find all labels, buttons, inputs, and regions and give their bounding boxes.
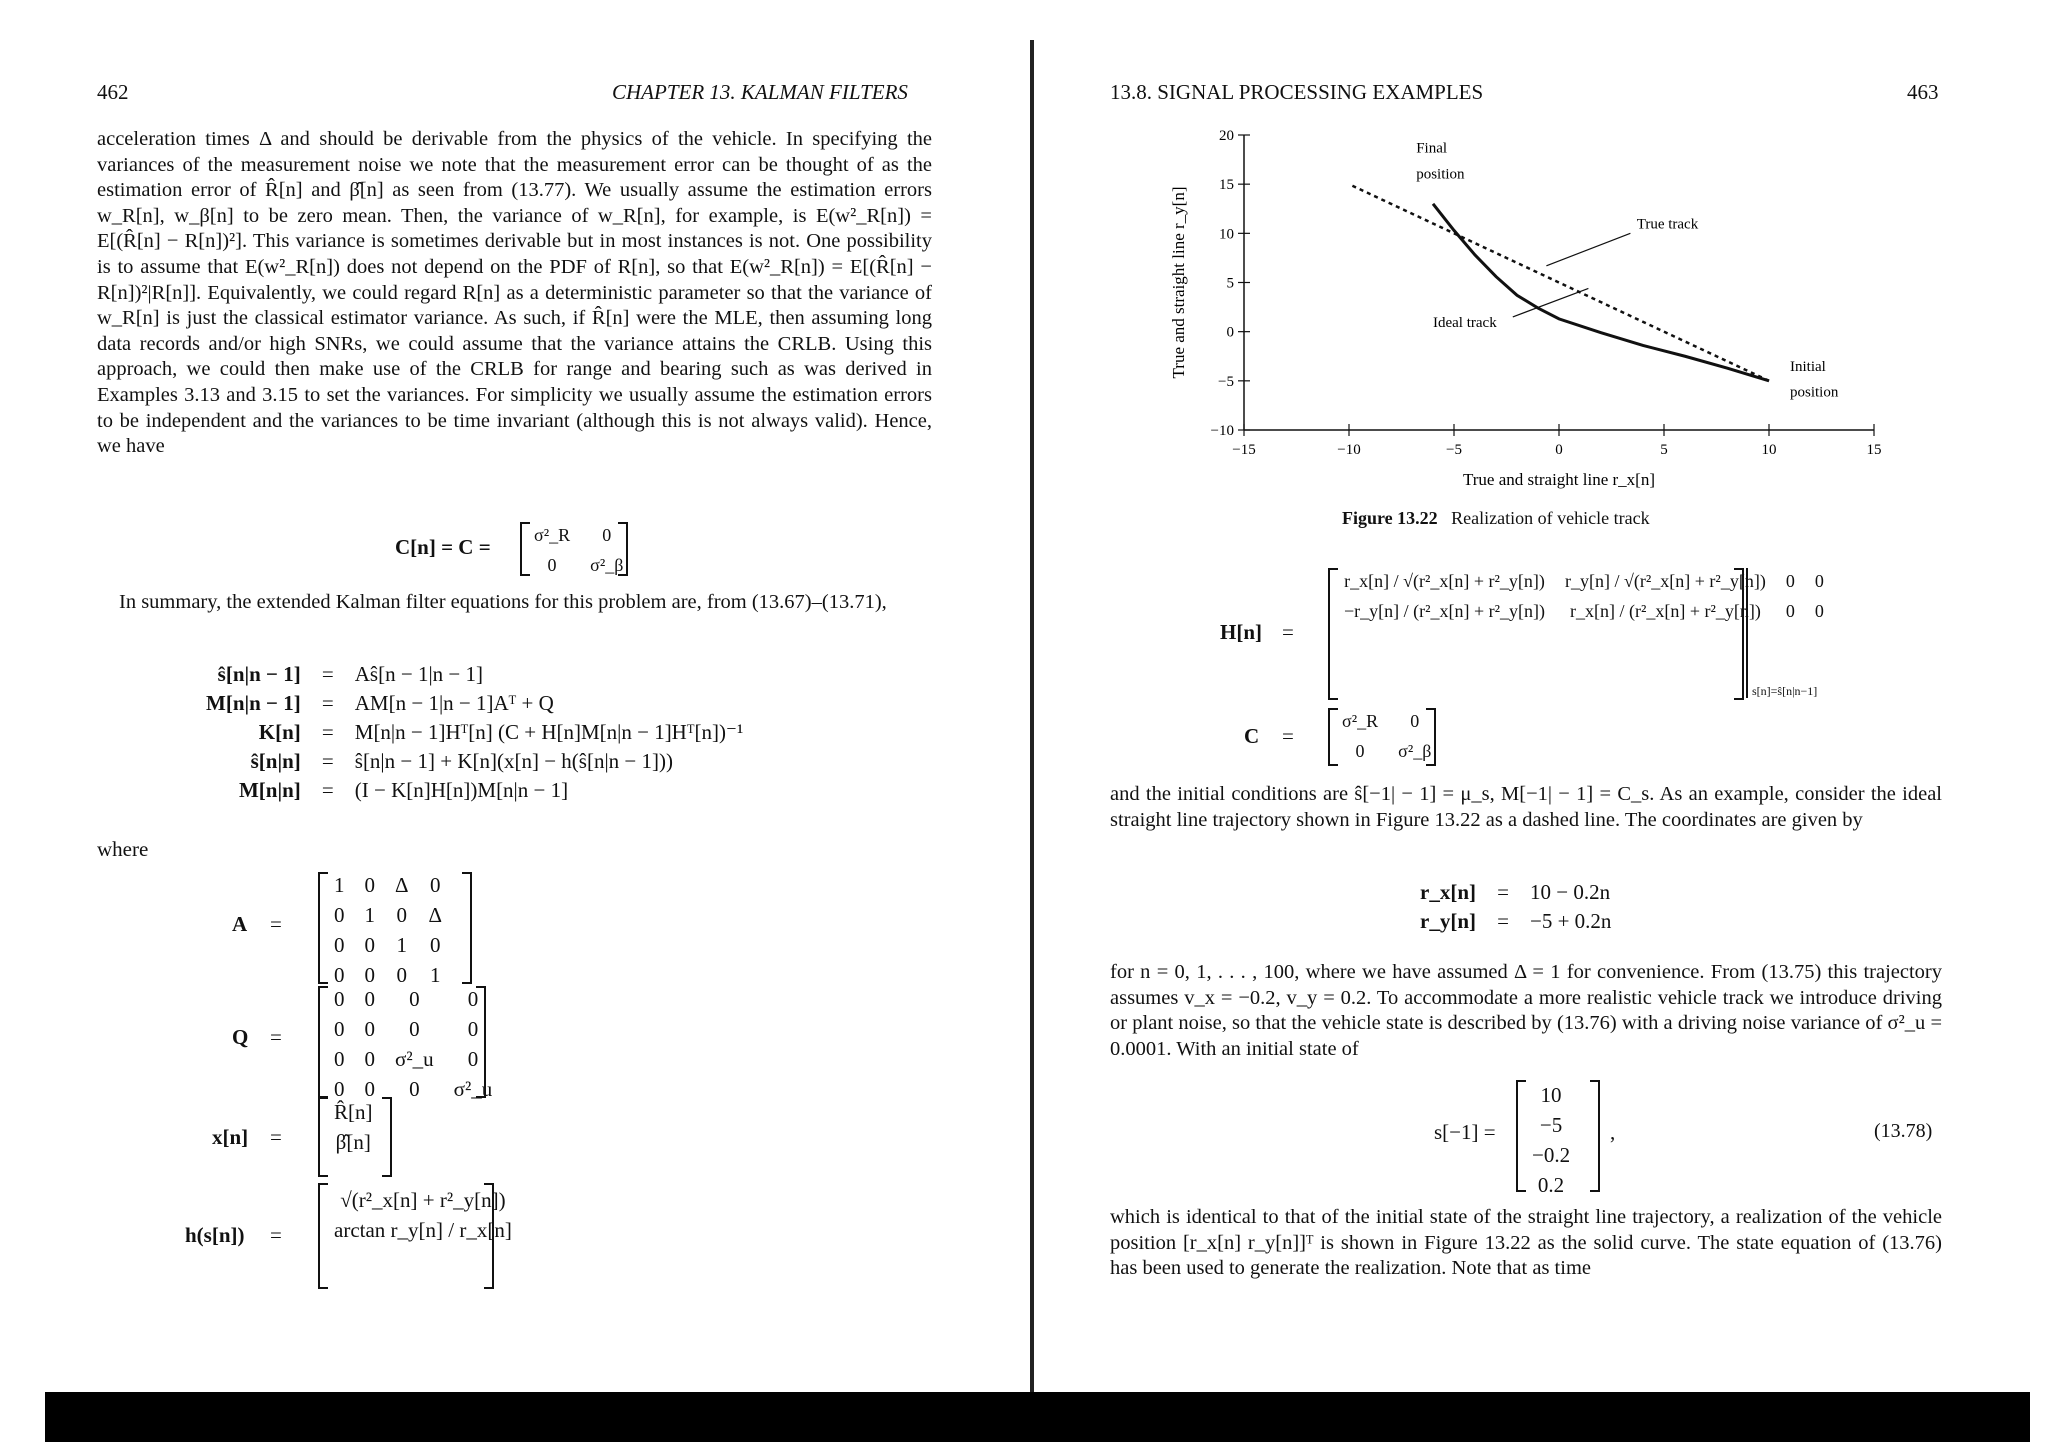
initial-state-cell: −0.2 <box>1532 1142 1571 1167</box>
coord-equation-row <box>1414 907 1617 936</box>
ekf-equation-lhs: ŝ[n|n] <box>250 749 301 773</box>
initial-state-lhs: s[−1] = <box>1434 1120 1496 1144</box>
A-matrix-cell: 0 <box>334 962 345 987</box>
Q-matrix-cell: 0 <box>409 1076 420 1101</box>
A-matrix-cell: 0 <box>364 962 375 987</box>
Q-equals: = <box>270 1025 282 1049</box>
H-matrix <box>1334 566 1834 626</box>
ekf-equation-lhs: M[n|n] <box>238 778 301 802</box>
h-equals: = <box>270 1223 282 1247</box>
coord-equation-rhs: −5 + 0.2n <box>1530 909 1612 933</box>
ekf-equation-lhs: K[n] <box>258 720 301 744</box>
H-matrix-cell: r_x[n] / (r²_x[n] + r²_y[n]) <box>1569 600 1761 621</box>
A-matrix-cell: 0 <box>396 962 407 987</box>
figure-caption <box>1342 508 1650 529</box>
coord-equation-lhs: r_x[n] <box>1420 880 1476 904</box>
ekf-equation-rhs: Aŝ[n − 1|n − 1] <box>354 662 483 686</box>
ekf-equation-lhs: ŝ[n|n − 1] <box>217 662 301 686</box>
annotation-initial-position: Initial <box>1790 359 1826 375</box>
annotation-ideal-track: Ideal track <box>1433 314 1497 331</box>
Q-matrix-cell: 0 <box>334 1016 345 1041</box>
left-page-number: 462 <box>97 80 129 104</box>
y-tick-label: −10 <box>1210 423 1234 439</box>
right-paragraph-1: and the initial conditions are ŝ[−1| − 1] = μ_s, M[−1| − 1] = C_s. As an example, consider the ideal straight line trajectory shown in Figure 13.22 as a dashed line. The coordinates are given by <box>1110 783 1942 831</box>
x-axis-label: True and straight line r_x[n] <box>1462 470 1656 489</box>
coord-equation-row <box>1414 878 1617 907</box>
C-matrix <box>1332 706 1441 766</box>
left-paragraph-2: In summary, the extended Kalman filter equations for this problem are, from (13.67)–(13.71), <box>119 591 887 613</box>
C-matrix-cell: 0 <box>1355 740 1365 761</box>
x-tick-label: 15 <box>1866 442 1882 458</box>
h-vector-cell: arctan r_y[n] / r_x[n] <box>334 1217 512 1242</box>
true-track-pointer <box>1546 233 1630 265</box>
equation-number: (13.78) <box>1874 1120 1933 1142</box>
coord-equation-rhs: 10 − 0.2n <box>1530 880 1611 904</box>
ekf-equation-equals: = <box>321 749 334 773</box>
annotation-initial-position: position <box>1790 384 1839 401</box>
H-matrix-cell: r_x[n] / √(r²_x[n] + r²_y[n]) <box>1344 570 1545 591</box>
H-label: H[n] <box>1220 620 1262 644</box>
coord-equation-lhs: r_y[n] <box>1420 909 1476 933</box>
y-tick-label: 5 <box>1226 275 1234 292</box>
left-paragraph-1: acceleration times Δ and should be derivable from the physics of the vehicle. In specifying the variances of the measurement noise we note that the measurement error can be thought of as the estimation error of R̂[n] and β̂[n] as seen from (13.77). We usually assume the estimation errors w_R[n], w_β[n] to be zero mean. Then, the variance of w_R[n], for example, is E(w²_R[n]) = E[(R̂[n] − R[n])²]. This variance is sometimes derivable but in most instances is not. One possibility is to assume that E(w²_R[n]) does not depend on the PDF of R[n], so that E(w²_R[n]) = E[(R̂[n] − R[n])²|R[n]]. Equivalently, we could regard R[n] as a deterministic parameter so that the variance of w_R[n] is just the classical estimator variance. As such, if R̂[n] were the MLE, then assuming long data records and/or high SNRs, we could assume that the variance attains the CRLB. Using this approach, we could then make use of the CRLB for range and bearing such as was derived in Examples 3.13 and 3.15 to set the variances. For simplicity we usually assume the estimation errors to be independent and the variances to be time invariant (although this is not always valid). Hence, we have <box>97 128 932 458</box>
Q-matrix-cell: 0 <box>467 1016 479 1041</box>
initial-state-cell: 0.2 <box>1537 1172 1565 1197</box>
A-matrix-cell: 1 <box>430 962 441 987</box>
Q-matrix-cell: 0 <box>334 1076 345 1101</box>
x-tick-label: 5 <box>1660 442 1668 458</box>
x-tick-label: −5 <box>1446 442 1462 458</box>
figure-caption-text: Realization of vehicle track <box>1451 508 1650 528</box>
ekf-equation-row <box>200 776 749 805</box>
A-matrix-cell: 0 <box>334 902 345 927</box>
A-label: A <box>232 912 248 936</box>
init-comma: , <box>1610 1120 1616 1144</box>
A-matrix-cell: 0 <box>430 932 441 957</box>
Q-label: Q <box>232 1025 249 1049</box>
Q-right-bracket <box>476 986 486 1098</box>
right-running-head: 13.8. SIGNAL PROCESSING EXAMPLES <box>1110 80 1484 104</box>
A-matrix-cell: 0 <box>430 872 441 897</box>
x-tick-label: −15 <box>1232 442 1256 458</box>
ideal-track-line <box>1349 184 1769 381</box>
Q-matrix-cell: σ²_u <box>395 1046 434 1071</box>
H-equals: = <box>1282 620 1294 644</box>
A-right-bracket <box>462 872 472 984</box>
y-tick-label: 20 <box>1219 128 1234 144</box>
C-matrix-cell: 0 <box>1410 710 1420 731</box>
H-eval-subscript: s[n]=ŝ[n|n−1] <box>1752 684 1818 698</box>
ekf-equations <box>200 660 749 805</box>
cov-matrix-cell: σ²_R <box>534 524 571 545</box>
A-matrix <box>324 870 452 990</box>
y-tick-label: 15 <box>1219 177 1234 194</box>
scan-bottom-edge <box>45 1392 2030 1442</box>
ekf-equation-equals: = <box>321 662 334 686</box>
x-vector-cell: β̂[n] <box>335 1129 371 1154</box>
right-page <box>1034 0 2048 1446</box>
ideal-track-pointer <box>1513 288 1589 317</box>
ekf-equation-rhs: ŝ[n|n − 1] + K[n](x[n] − h(ŝ[n|n − 1])) <box>354 749 673 773</box>
Q-matrix-cell: 0 <box>467 986 479 1011</box>
ekf-equation-lhs: M[n|n − 1] <box>206 691 301 715</box>
x-right-bracket <box>382 1097 392 1177</box>
A-matrix-cell: Δ <box>428 902 443 927</box>
H-matrix-cell: −r_y[n] / (r²_x[n] + r²_y[n]) <box>1344 600 1546 621</box>
h-right-bracket <box>484 1183 494 1289</box>
ekf-equation-equals: = <box>321 720 334 744</box>
A-matrix-cell: 0 <box>364 932 375 957</box>
y-tick-label: 0 <box>1226 324 1234 341</box>
x-label: x[n] <box>212 1125 249 1149</box>
A-equals: = <box>270 912 282 936</box>
where-label: where <box>97 837 149 861</box>
H-right-bracket <box>1734 568 1744 700</box>
Q-matrix-cell: σ²_u <box>453 1076 493 1101</box>
C-matrix-cell: σ²_β <box>1398 740 1432 761</box>
init-right-bracket <box>1590 1080 1600 1192</box>
Q-matrix-cell: 0 <box>334 1046 345 1071</box>
C-matrix-cell: σ²_R <box>1342 710 1379 731</box>
C-label: C <box>1244 724 1260 748</box>
x-tick-label: 0 <box>1555 442 1563 458</box>
cov-right-bracket <box>618 522 628 576</box>
C-equals: = <box>1282 724 1294 748</box>
left-running-head: CHAPTER 13. KALMAN FILTERS <box>612 80 908 104</box>
ekf-equation-rhs: AM[n − 1|n − 1]Aᵀ + Q <box>354 691 554 715</box>
A-matrix-cell: 0 <box>396 902 407 927</box>
A-matrix-cell: Δ <box>395 872 409 897</box>
cov-matrix <box>524 520 633 580</box>
annotation-final-position: Final <box>1416 140 1448 157</box>
x-equals: = <box>270 1125 282 1149</box>
ekf-equation-row <box>200 718 749 747</box>
H-matrix-cell: 0 <box>1814 570 1824 591</box>
y-tick-label: 10 <box>1219 226 1234 243</box>
initial-state-cell: −5 <box>1539 1112 1563 1137</box>
cov-matrix-cell: σ²_β <box>590 554 624 575</box>
ekf-equation-rhs: (I − K[n]H[n])M[n|n − 1] <box>354 778 569 802</box>
Q-matrix-cell: 0 <box>409 986 420 1011</box>
H-matrix-cell: 0 <box>1814 600 1824 621</box>
h-label: h(s[n]) <box>185 1223 245 1247</box>
Q-matrix-cell: 0 <box>364 1046 375 1071</box>
annotation-true-track: True track <box>1636 216 1699 233</box>
x-tick-label: −10 <box>1337 442 1361 458</box>
right-paragraph-3: which is identical to that of the initial state of the straight line trajectory, a realization of the vehicle position [r_x[n] r_y[n]]ᵀ is shown in Figure 13.22 as the solid curve. The state equation of (13.76) has been used to generate the realization. Note that as time <box>1110 1206 1942 1280</box>
x-tick-label: 10 <box>1761 442 1777 458</box>
A-matrix-cell: 1 <box>396 932 407 957</box>
A-matrix-cell: 0 <box>334 932 345 957</box>
annotation-final-position: position <box>1416 166 1465 183</box>
figure-caption-label: Figure 13.22 <box>1342 508 1438 528</box>
H-eval-bar <box>1746 568 1748 698</box>
ekf-equation-equals: = <box>321 778 334 802</box>
Q-matrix-cell: 0 <box>334 986 345 1011</box>
Q-matrix-cell: 0 <box>364 1076 375 1101</box>
ekf-equation-row <box>200 747 749 776</box>
right-page-number: 463 <box>1907 80 1939 104</box>
H-matrix-cell: r_y[n] / √(r²_x[n] + r²_y[n]) <box>1565 570 1766 591</box>
cov-matrix-cell: 0 <box>547 554 557 575</box>
Q-matrix-cell: 0 <box>467 1046 479 1071</box>
coord-equation-equals: = <box>1497 909 1509 933</box>
ekf-equation-row <box>200 689 749 718</box>
coordinate-equations <box>1414 878 1617 936</box>
vehicle-track-chart <box>1164 125 1924 495</box>
A-matrix-cell: 1 <box>334 872 345 897</box>
ekf-equation-rhs: M[n|n − 1]Hᵀ[n] (C + H[n]M[n|n − 1]Hᵀ[n])⁻¹ <box>354 720 744 744</box>
H-matrix-cell: 0 <box>1785 570 1795 591</box>
cov-equation-lhs: C[n] = C = <box>395 535 491 559</box>
x-vector <box>324 1097 383 1157</box>
y-tick-label: −5 <box>1218 373 1234 390</box>
ekf-equation-row <box>200 660 749 689</box>
coord-equation-equals: = <box>1497 880 1509 904</box>
H-matrix-cell: 0 <box>1785 600 1795 621</box>
true-track-line <box>1433 204 1769 381</box>
A-matrix-cell: 1 <box>364 902 375 927</box>
A-matrix-cell: 0 <box>364 872 375 897</box>
Q-matrix-cell: 0 <box>364 986 375 1011</box>
ekf-equation-equals: = <box>321 691 334 715</box>
x-vector-cell: R̂[n] <box>334 1099 373 1124</box>
h-vector-cell: √(r²_x[n] + r²_y[n]) <box>340 1187 506 1212</box>
initial-state-cell: 10 <box>1540 1082 1562 1107</box>
cov-matrix-cell: 0 <box>602 524 612 545</box>
right-paragraph-2: for n = 0, 1, . . . , 100, where we have assumed Δ = 1 for convenience. From (13.75) this trajectory assumes v_x = −0.2, v_y = 0.2. To accommodate a more realistic vehicle track we introduce driving or plant noise, so that the vehicle state is described by (13.76) with a driving noise variance of σ²_u = 0.0001. With an initial state of <box>1110 961 1942 1060</box>
Q-matrix-cell: 0 <box>364 1016 375 1041</box>
C-matrix-right-bracket <box>1426 708 1436 766</box>
y-axis-label: True and straight line r_y[n] <box>1169 186 1188 379</box>
initial-state-vector <box>1522 1080 1580 1200</box>
Q-matrix-cell: 0 <box>409 1016 420 1041</box>
